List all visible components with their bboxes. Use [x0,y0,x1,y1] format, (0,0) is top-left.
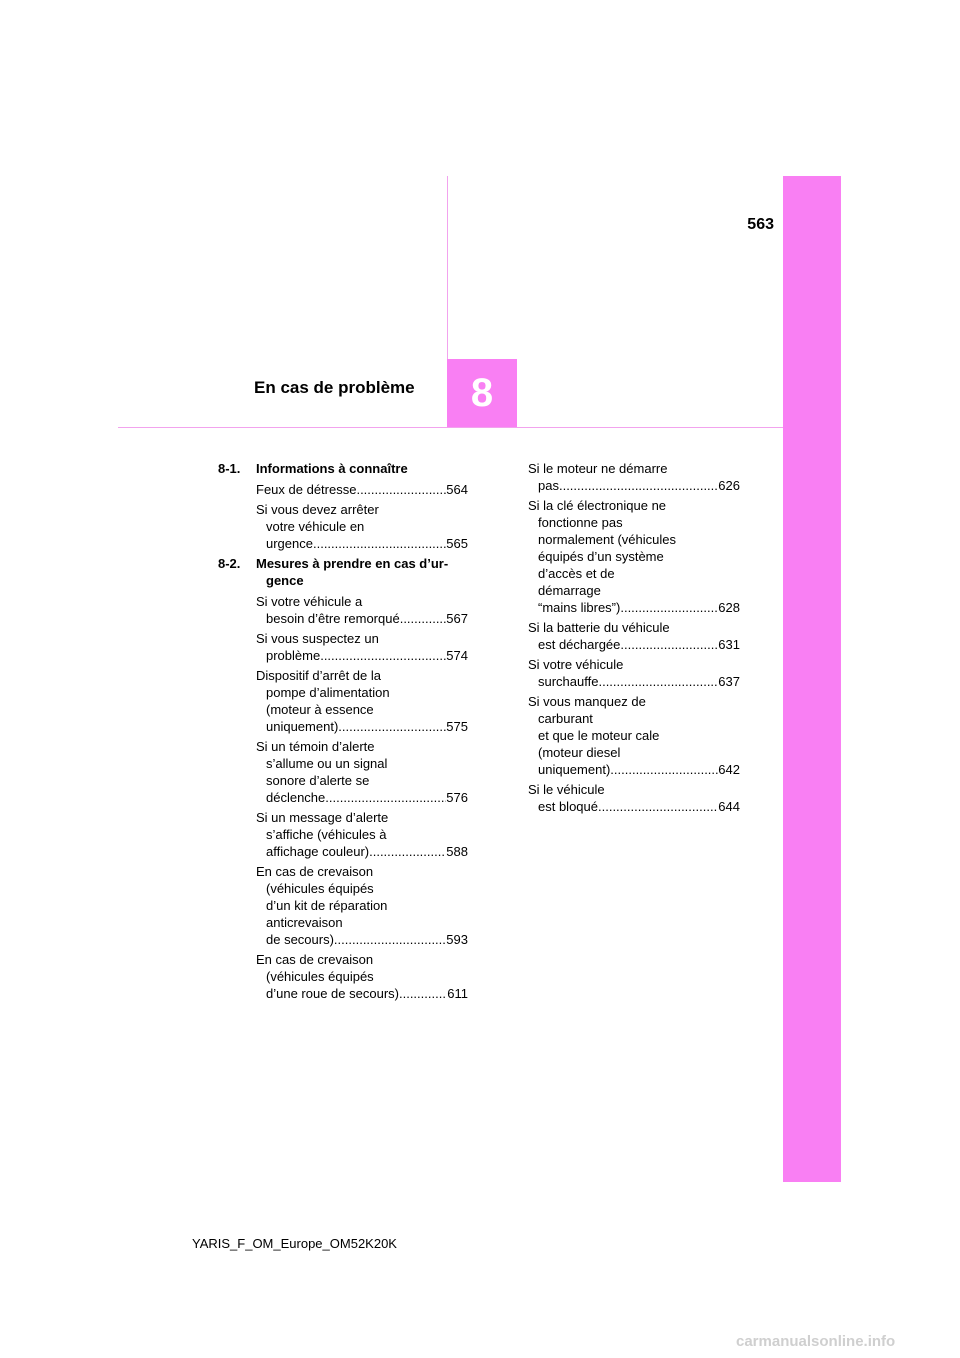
entry-text: En cas de crevaison [256,864,374,879]
entry-text: normalement (véhicules [538,532,677,547]
entry-text: anticrevaison [266,915,343,930]
entry-page: 576 [446,790,468,805]
entry-text: besoin d’être remorqué [266,611,400,626]
dot-leader [356,481,446,498]
entry-text: Si votre véhicule [528,657,624,672]
entry-text: Feux de détresse [256,482,357,497]
entry-text: démarrage [538,583,601,598]
entry-text: Si le véhicule [528,782,605,797]
entry-page: 565 [446,536,468,551]
section-title-line: gence [266,573,304,588]
entry-text: “mains libres”) [538,600,621,615]
dot-leader [313,535,446,552]
chapter-side-tab [783,176,841,1182]
entry-text: Si la clé électronique ne [528,498,667,513]
entry-text: uniquement) [266,719,339,734]
dot-leader [598,798,718,815]
entry-text: d’un kit de réparation [266,898,388,913]
dot-leader [338,718,446,735]
toc-entry[interactable] [218,501,468,552]
entry-text: Si la batterie du véhicule [528,620,670,635]
entry-text: Si vous suspectez un [256,631,379,646]
toc-section [218,460,468,477]
toc-entry[interactable] [218,593,468,627]
entry-text: (moteur à essence [266,702,374,717]
dot-leader [325,789,446,806]
toc-entry[interactable] [218,630,468,664]
entry-page: 644 [718,799,740,814]
toc-entry[interactable] [218,809,468,860]
entry-text: fonctionne pas [538,515,623,530]
entry-text: Si un message d’alerte [256,810,389,825]
toc-entry[interactable] [218,738,468,806]
toc-entry[interactable] [528,693,740,778]
entry-page: 588 [446,844,468,859]
toc-entry[interactable] [528,656,740,690]
page-number: 563 [747,216,774,233]
toc-entry[interactable] [528,619,740,653]
entry-text: pas [538,478,559,493]
entry-text: d’une roue de secours) [266,986,399,1001]
entry-text: s’allume ou un signal [266,756,388,771]
entry-text: affichage couleur) [266,844,370,859]
section-number: 8-1. [218,461,241,476]
dot-leader [400,610,447,627]
toc-entry[interactable] [218,481,468,498]
entry-text: est déchargée [538,637,621,652]
entry-text: surchauffe [538,674,599,689]
entry-page: 626 [718,478,740,493]
entry-page: 628 [718,600,740,615]
entry-text: s’affiche (véhicules à [266,827,387,842]
entry-page: 631 [718,637,740,652]
dot-leader [620,599,718,616]
toc-entry[interactable] [218,667,468,735]
entry-text: Si vous devez arrêter [256,502,379,517]
entry-text: Si votre véhicule a [256,594,363,609]
toc-entry[interactable] [528,460,740,494]
section-title [256,555,468,589]
entry-text: pompe d’alimentation [266,685,390,700]
dot-leader [559,477,718,494]
entry-text: équipés d’un système [538,549,664,564]
entry-text: et que le moteur cale [538,728,660,743]
entry-page: 567 [446,611,468,626]
entry-text: uniquement) [538,762,611,777]
vertical-divider [447,176,448,359]
dot-leader [369,843,446,860]
entry-text: est bloqué [538,799,598,814]
entry-text: (véhicules équipés [266,881,374,896]
entry-text: votre véhicule en [266,519,365,534]
dot-leader [399,985,447,1002]
dot-leader [334,931,446,948]
entry-text: Si vous manquez de [528,694,646,709]
toc-right-column [528,460,740,818]
toc-section [218,555,468,589]
entry-page: 642 [718,762,740,777]
entry-text: problème [266,648,321,663]
entry-text: sonore d’alerte se [266,773,370,788]
toc-entry[interactable] [528,497,740,616]
entry-text: En cas de crevaison [256,952,374,967]
dot-leader [320,647,446,664]
toc-left-column [218,460,468,1005]
section-title [256,460,468,477]
entry-page: 564 [446,482,468,497]
section-number: 8-2. [218,556,241,571]
chapter-title: En cas de problème [254,378,415,397]
entry-text: urgence [266,536,313,551]
entry-page: 575 [446,719,468,734]
entry-page: 593 [446,932,468,947]
watermark: carmanualsonline.info [736,1333,896,1350]
entry-text: carburant [538,711,593,726]
section-title-line: Informations à connaître [256,461,408,476]
entry-text: (véhicules équipés [266,969,374,984]
section-title-line: Mesures à prendre en cas d’ur- [256,556,449,571]
entry-text: (moteur diesel [538,745,621,760]
toc-entry[interactable] [528,781,740,815]
toc-entry[interactable] [218,951,468,1002]
entry-text: déclenche [266,790,326,805]
dot-leader [620,636,718,653]
entry-text: de secours) [266,932,334,947]
entry-page: 574 [446,648,468,663]
dot-leader [610,761,718,778]
entry-text: Dispositif d’arrêt de la [256,668,381,683]
dot-leader [598,673,718,690]
entry-text: d’accès et de [538,566,615,581]
entry-text: Si le moteur ne démarre [528,461,668,476]
document-footer-code: YARIS_F_OM_Europe_OM52K20K [192,1236,397,1251]
entry-page: 637 [718,674,740,689]
toc-entry[interactable] [218,863,468,948]
entry-page: 611 [447,986,468,1001]
horizontal-divider [118,427,783,428]
entry-text: Si un témoin d’alerte [256,739,375,754]
chapter-number-box: 8 [447,359,517,427]
